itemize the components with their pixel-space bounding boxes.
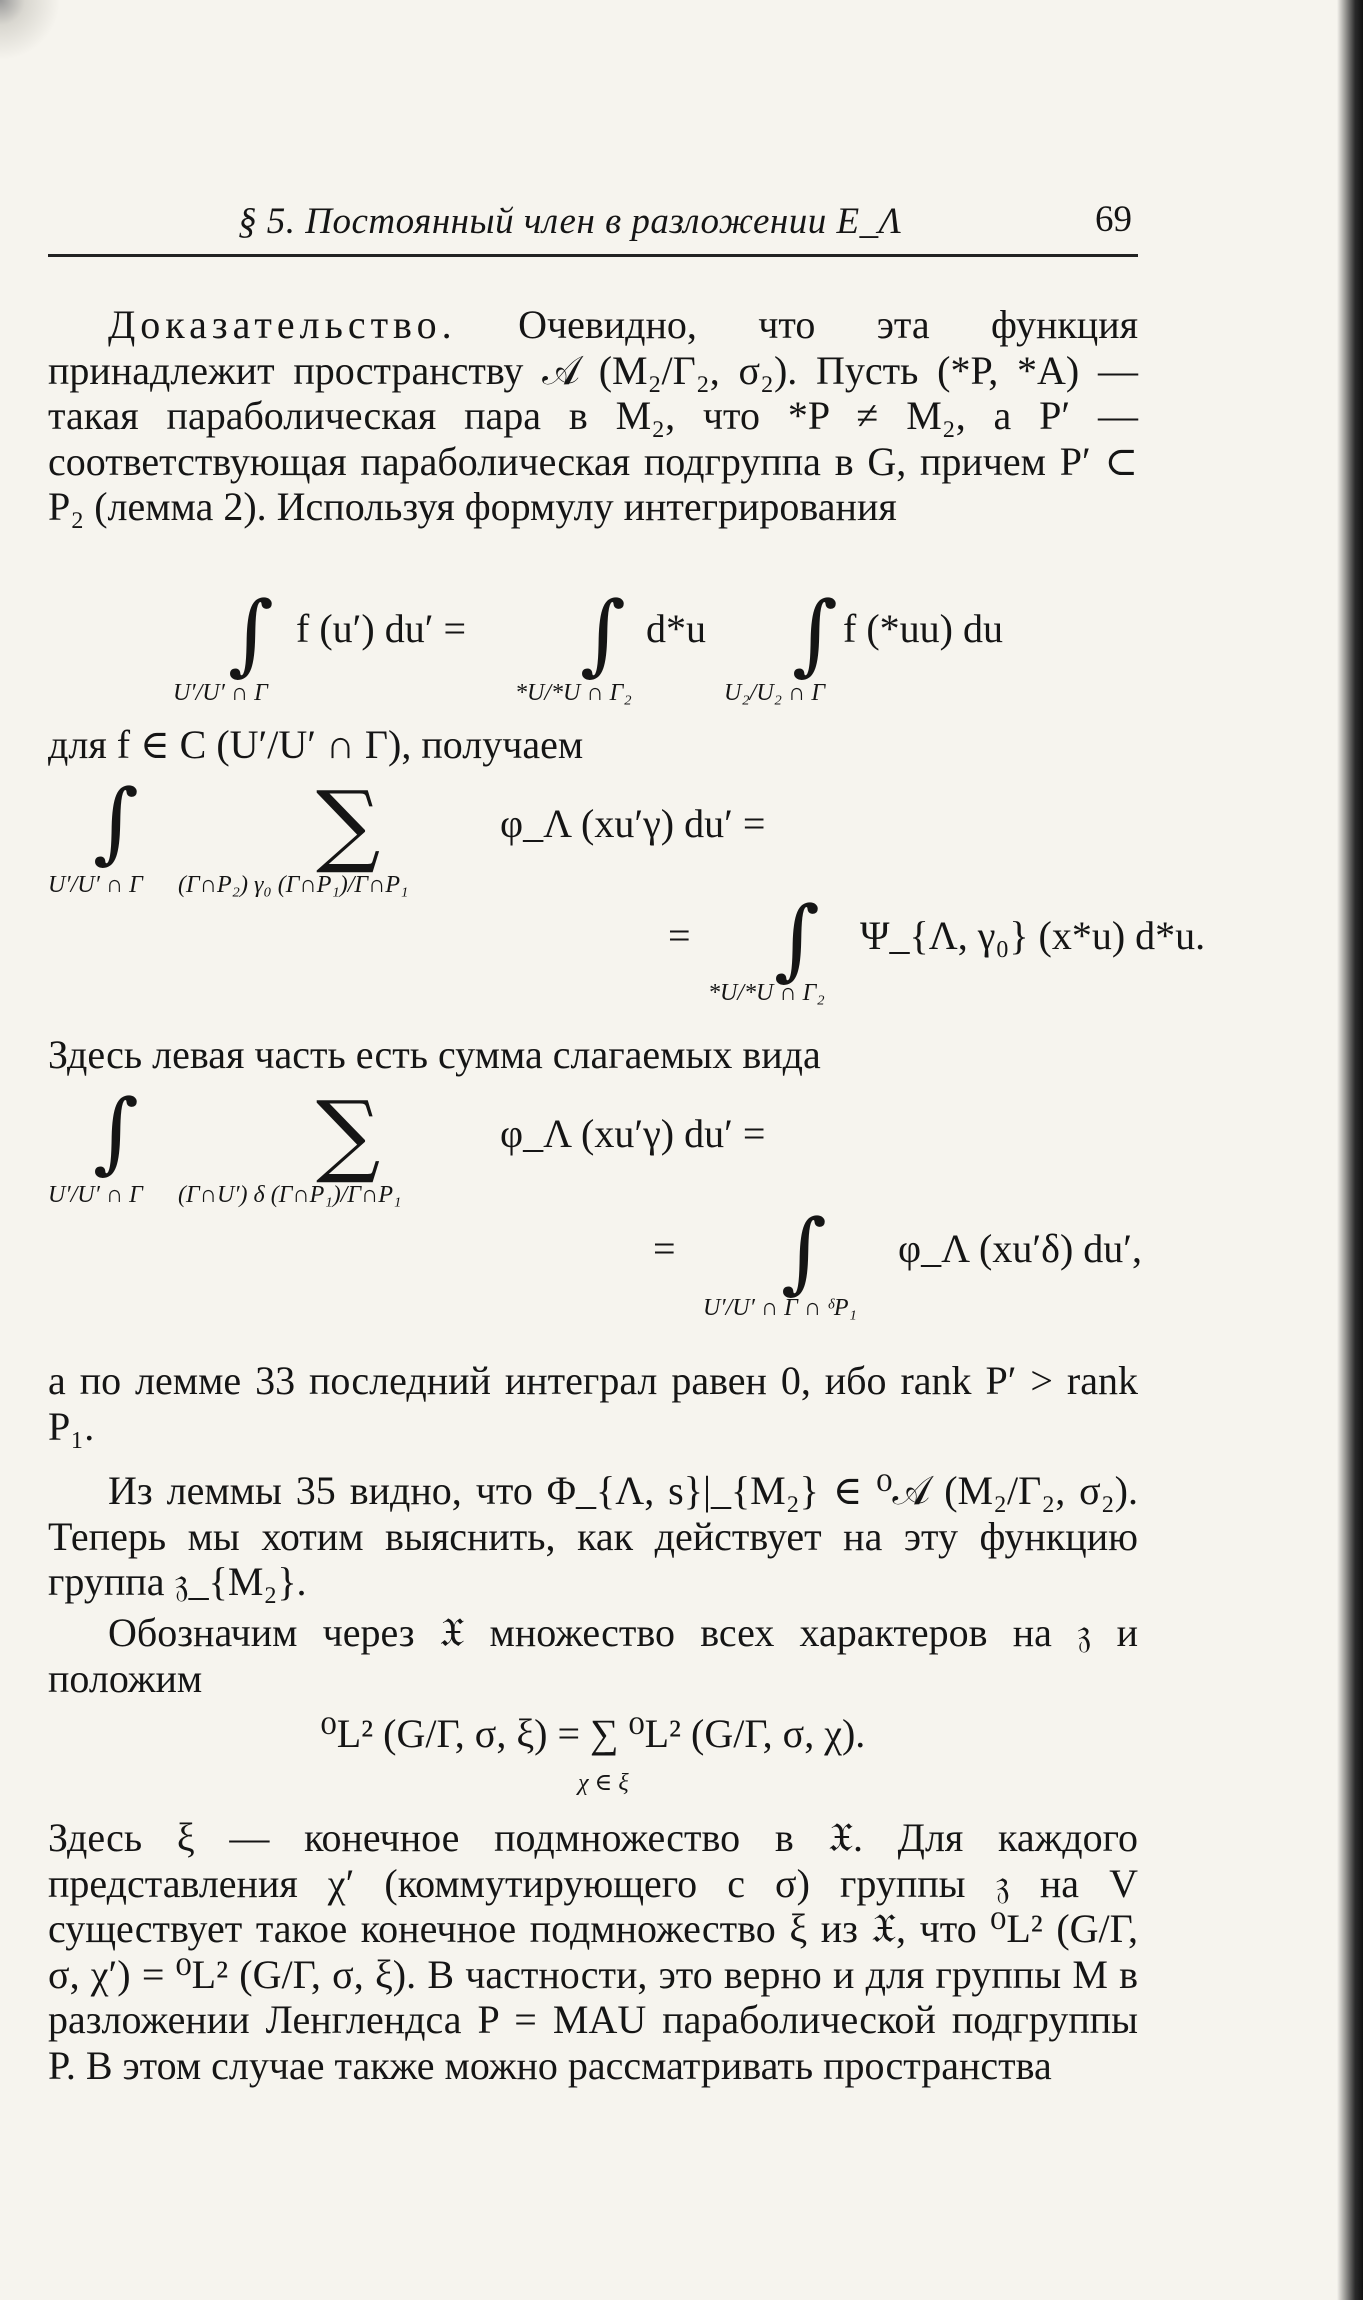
integral-sign-1: ∫: [228, 582, 274, 685]
paragraph-left-part-text: Здесь левая часть есть сумма слагаемых вида: [48, 1032, 821, 1077]
integral-sub-7: U′/U′ ∩ Γ ∩ ᵟP₁: [703, 1295, 857, 1321]
integral-sign-3: ∫: [792, 582, 838, 685]
running-header: [48, 190, 1138, 257]
sum-sub-1: (Γ∩P₂) γ₀ (Γ∩P₁)/Γ∩P₁: [178, 872, 409, 898]
integral-body-1: f (u′) du′ =: [296, 606, 467, 651]
L2-sum-sub: χ ∈ ξ: [578, 1770, 629, 1796]
integral-sub-2: *U/*U ∩ Γ₂: [515, 680, 632, 706]
page-edge-shadow: [1337, 0, 1363, 2300]
integral-body-3: f (*uu) du: [843, 606, 1003, 651]
phi-delta-body: φ_Λ (xu′δ) du′,: [898, 1226, 1143, 1271]
paragraph-for-f-text: для f ∈ C (U′/U′ ∩ Γ), получаем: [48, 722, 584, 767]
paragraph-left-part: [48, 1032, 1138, 1078]
sum-sign-1: ∑: [316, 772, 381, 877]
paragraph-xi-subset: [48, 1815, 1138, 2088]
paragraph-lemma-33: [48, 1358, 1138, 1449]
integral-sign-5: ∫: [774, 887, 820, 990]
integral-sign-2: ∫: [580, 582, 626, 685]
equals-sign-5: =: [653, 1226, 676, 1271]
integral-sub-6: U′/U′ ∩ Γ: [48, 1182, 143, 1208]
header-title: § 5. Постоянный член в разложении E_Λ: [238, 201, 902, 242]
page-corner-stain: [0, 0, 70, 60]
book-page: [48, 190, 1206, 2088]
paragraph-lemma-35-text: Из леммы 35 видно, что Φ_{Λ, s}|_{M₂} ∈ ⁰𝒜 (M₂/Γ₂, σ₂). Теперь мы хотим выяснить, как действует на эту функцию группа 𝔷_{M₂}.: [48, 1468, 1138, 1604]
sum-body-1: φ_Λ (xu′γ) du′ =: [500, 801, 766, 846]
L2-body: ⁰L² (G/Γ, σ, ξ) = ∑ ⁰L² (G/Γ, σ, χ).: [320, 1711, 866, 1756]
paragraph-for-f: [48, 722, 1138, 768]
page-number: 69: [1095, 199, 1132, 240]
paragraph-proof: [48, 302, 1138, 530]
integral-sign-4: ∫: [93, 770, 139, 873]
sum-sub-2: (Γ∩U′) δ (Γ∩P₁)/Γ∩P₁: [178, 1182, 402, 1208]
integral-sign-7: ∫: [781, 1200, 827, 1303]
paragraph-lemma-33-text: а по лемме 33 последний интеграл равен 0, ибо rank P′ > rank P₁.: [48, 1358, 1138, 1449]
equals-sign-3: =: [668, 913, 691, 958]
psi-body: Ψ_{Λ, γ₀} (x*u) d*u.: [860, 913, 1206, 958]
integral-sub-1: U′/U′ ∩ Γ: [173, 680, 268, 706]
integral-body-2: d*u: [646, 606, 706, 651]
paragraph-xi-subset-text: Здесь ξ — конечное подмножество в 𝔛. Для каждого представления χ′ (коммутирующего с σ) группы 𝔷 на V существует такое конечное подмножество ξ из 𝔛, что ⁰L² (G/Γ, σ, χ′) = ⁰L² (G/Γ, σ, ξ). В частности, это верно и для группы M в разложении Ленглендса P = MAU параболической подгруппы P. В этом случае также можно рассматривать пространства: [48, 1815, 1138, 2088]
sum-sign-2: ∑: [316, 1082, 381, 1187]
paragraph-characters: [48, 1610, 1138, 1701]
proof-label: Доказательство.: [108, 302, 457, 347]
integral-sign-6: ∫: [93, 1080, 139, 1183]
sum-body-2: φ_Λ (xu′γ) du′ =: [500, 1111, 766, 1156]
integral-sub-5: *U/*U ∩ Γ₂: [708, 980, 825, 1006]
integral-sub-4: U′/U′ ∩ Γ: [48, 872, 143, 898]
integral-sub-3: U₂/U₂ ∩ Γ: [724, 680, 826, 706]
proof-text: Очевидно, что эта функция принадлежит пространству 𝒜 (M₂/Γ₂, σ₂). Пусть (*P, *A) — такая параболическая пара в M₂, что *P ≠ M₂, а P′ — соответствующая параболическая подгруппа в G, причем P′ ⊂ P₂ (лемма 2). Используя формулу интегрирования: [48, 302, 1139, 529]
paragraph-characters-text: Обозначим через 𝔛 множество всех характеров на 𝔷 и положим: [48, 1610, 1138, 1701]
paragraph-lemma-35: [48, 1468, 1138, 1605]
